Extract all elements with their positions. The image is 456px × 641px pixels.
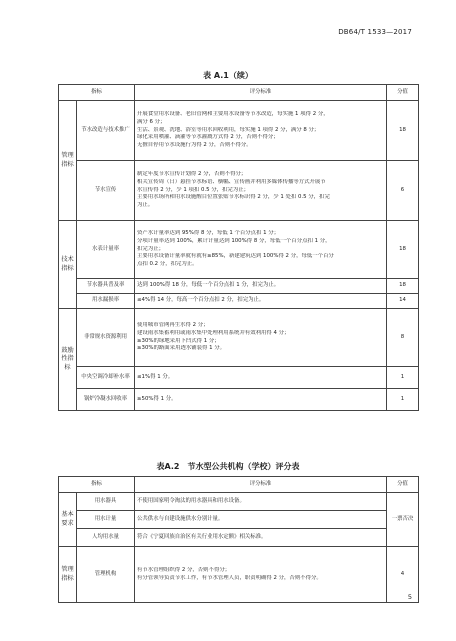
item-device-rate: 节水器具普及率 xyxy=(77,279,135,294)
score-leak-rate: 14 xyxy=(387,294,419,309)
category-management: 管理指标 xyxy=(59,101,77,221)
standard-renovation: 开展食堂用水设备、老旧管网和主要用水设备等节水改造，每实施 1 项得 2 分， 满分 6 分； 生活、景观、洗地、浴室等用水回收利用，每实施 1 项得 2 分，满分 8 分； 绿化采用喷灌、滴灌等节水灌溉方式得 2 分，否则不得分； 无擅自停用节水设施行为得 2 分，否则不得分。 xyxy=(135,101,387,161)
table-row xyxy=(59,493,419,511)
item-meter-rate: 水表计量率 xyxy=(77,221,135,279)
standard-organization: 有节水管理组织得 2 分，否则不得分； 有分管领导负责节水工作，有节水管理人员，职责明确得 2 分，否则不得分。 xyxy=(135,547,387,603)
item-metering: 用水计量 xyxy=(77,511,135,529)
standard-promotion: 制定年度节水宣传计划得 2 分，否则不得分； 相关宣传周（日）悬挂节水标语、横幅、宣传画并利用多媒体传播等方式开展节 水宣传得 2 分，少 1 项扣 0.5 分，扣完为止； 主要用水场所和用水设施醒目位置张贴节水标识得 2 分，少 1 处扣 0.5 分，扣完 为止。 xyxy=(135,161,387,221)
table-row xyxy=(59,547,419,603)
page-number: 5 xyxy=(407,593,412,601)
standard-code: DB64/T 1533—2017 xyxy=(338,28,412,36)
table-row xyxy=(59,221,419,279)
score-renovation: 18 xyxy=(387,101,419,161)
header-standard: 评分标准 xyxy=(135,477,387,493)
table-row xyxy=(59,101,419,161)
standard-meter-rate: 资产水计量率达到 95%得 8 分，每低 1 个百分点扣 1 分； 分项计量率达到 100%，累计计量达到 100%得 8 分，每低一个百分点扣 1 分， 扣完为止； 主要用水设备计量率就有就有≥85%，新建建筑达到 100%得 2 分，每低一个百分 点扣 0.2 分，扣完为止。 xyxy=(135,221,387,279)
score-veto: 一票否决 xyxy=(387,493,419,547)
header-score: 分值 xyxy=(387,477,419,493)
item-per-capita: 人均用水量 xyxy=(77,529,135,547)
table-row xyxy=(59,389,419,411)
item-promotion: 节水宣传 xyxy=(77,161,135,221)
score-unconventional-water: 8 xyxy=(387,309,419,367)
header-score: 分值 xyxy=(387,85,419,101)
category-basic: 基本要求 xyxy=(59,493,77,547)
table-row xyxy=(59,367,419,389)
score-organization: 4 xyxy=(387,547,419,603)
table-row xyxy=(59,511,419,529)
category-management: 管理指标 xyxy=(59,547,77,603)
score-device-rate: 18 xyxy=(387,279,419,294)
standard-per-capita: 符合《宁夏回族自治区有关行业用水定额》相关标准。 xyxy=(135,529,387,547)
score-meter-rate: 18 xyxy=(387,221,419,279)
table-row xyxy=(59,279,419,294)
item-leak-rate: 用水漏损率 xyxy=(77,294,135,309)
standard-leak-rate: ≤4%得 14 分，每高一个百分点扣 2 分，扣完为止。 xyxy=(135,294,387,309)
table-row xyxy=(59,161,419,221)
standard-unconventional-water: 使用城市管网再生水得 2 分； 建设雨水集蓄利用或雨水集中处理利用系统并有效利用得 4 分； ≥30%的绿地采用下凹式得 1 分； ≥30%的路面采用透水铺装得 1 分。 xyxy=(135,309,387,367)
item-organization: 管理机构 xyxy=(77,547,135,603)
score-promotion: 6 xyxy=(387,161,419,221)
standard-cooling-makeup: ≤1%得 1 分。 xyxy=(135,367,387,389)
item-renovation: 节水改造与技术推广 xyxy=(77,101,135,161)
item-boiler-condensate: 锅炉冷凝水回收率 xyxy=(77,389,135,411)
standard-metering: 公共供水与自建设施供水分别计量。 xyxy=(135,511,387,529)
table1-header-row xyxy=(59,85,419,101)
item-appliance: 用水器具 xyxy=(77,493,135,511)
standard-boiler-condensate: ≥50%得 1 分。 xyxy=(135,389,387,411)
table-row xyxy=(59,294,419,309)
standard-device-rate: 达到 100%得 18 分，每低一个百分点扣 1 分，扣完为止。 xyxy=(135,279,387,294)
table1-caption: 表 A.1（续） xyxy=(203,71,253,80)
category-bonus: 鼓励性指标 xyxy=(59,309,77,411)
category-technical: 技术指标 xyxy=(59,221,77,309)
table2 xyxy=(58,476,419,603)
table2-caption: 表A.2 节水型公共机构（学校）评分表 xyxy=(156,462,300,471)
header-indicator: 指标 xyxy=(59,85,135,101)
header-indicator: 指标 xyxy=(59,477,135,493)
header-standard: 评分标准 xyxy=(135,85,387,101)
standard-appliance: 不使用国家明令淘汰的用水器具和用水设备。 xyxy=(135,493,387,511)
item-cooling-makeup: 中央空调冷却补水率 xyxy=(77,367,135,389)
table1 xyxy=(58,84,419,411)
score-boiler-condensate: 1 xyxy=(387,389,419,411)
item-unconventional-water: 非常规水资源利用 xyxy=(77,309,135,367)
table-row xyxy=(59,309,419,367)
score-cooling-makeup: 1 xyxy=(387,367,419,389)
table-row xyxy=(59,529,419,547)
table2-header-row xyxy=(59,477,419,493)
